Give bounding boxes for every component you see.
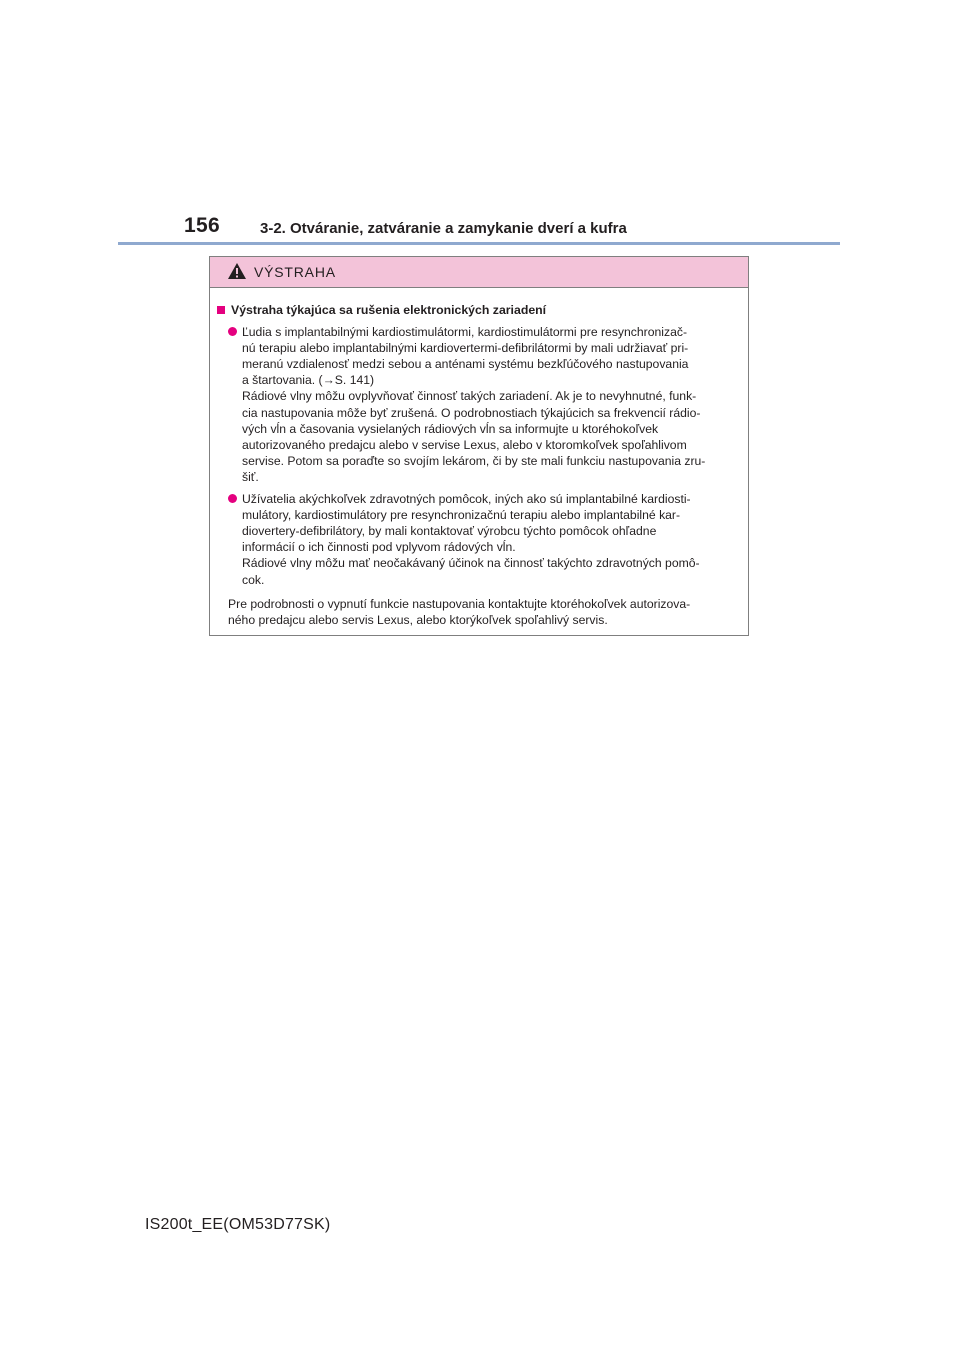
- bullet-text: [242, 324, 740, 485]
- warning-subheading-text: Výstraha týkajúca sa rušenia elektronických zariadení: [231, 303, 547, 317]
- warning-note: [228, 596, 740, 628]
- text-line: mulátory, kardiostimulátory pre resynchronizačnú terapiu alebo implantabilné kar-: [242, 508, 681, 523]
- text-line: cia nastupovania môže byť zrušená. O podrobnostiach týkajúcich sa frekvencií rádio-: [242, 405, 701, 420]
- page-number: 156: [184, 214, 220, 237]
- warning-body: [210, 288, 748, 628]
- circle-bullet-icon: [228, 494, 237, 503]
- text-line: nú terapiu alebo implantabilnými kardiovertermi-defibrilátormi by mali udržiavať pri-: [242, 341, 689, 356]
- text-line: cok.: [242, 572, 265, 587]
- model-code: IS200t_EE(OM53D77SK): [145, 1216, 331, 1233]
- warning-triangle-icon: [227, 262, 247, 280]
- page-header: [0, 0, 960, 250]
- text-line: vých vĺn a časovania vysielaných rádiových vĺn sa informujte u ktoréhokoľvek: [242, 421, 659, 436]
- text-line: šiť.: [242, 469, 259, 484]
- section-title: 3-2. Otváranie, zatváranie a zamykanie dverí a kufra: [260, 220, 627, 237]
- text-line: Rádiové vlny môžu ovplyvňovať činnosť takých zariadení. Ak je to nevyhnutné, funk-: [242, 389, 697, 404]
- header-rule: [118, 242, 840, 245]
- text-line: a štartovania. (→S. 141): [242, 373, 375, 388]
- text-line: meranú vzdialenosť medzi sebou a anténami systému bezkľúčového nastupovania: [242, 357, 689, 372]
- circle-bullet-icon: [228, 327, 237, 336]
- text-line: autorizovaného predajcu alebo v servise Lexus, alebo v ktoromkoľvek spoľahlivom: [242, 437, 687, 452]
- warning-bullet-implants: [228, 324, 740, 485]
- text-line: servise. Potom sa poraďte so svojím lekárom, či by ste mali funkciu nastupovania zru-: [242, 453, 706, 468]
- square-bullet-icon: [217, 306, 225, 314]
- text-line: ného predajcu alebo servis Lexus, alebo ktorýkoľvek spoľahlivý servis.: [228, 612, 608, 627]
- bullet-text: [242, 491, 740, 588]
- warning-box: [209, 256, 749, 636]
- warning-title: VÝSTRAHA: [254, 264, 336, 280]
- text-line: diovertery-defibrilátory, by mali kontaktovať výrobcu týchto pomôcok ohľadne: [242, 524, 657, 539]
- text-line: Pre podrobnosti o vypnutí funkcie nastupovania kontaktujte ktoréhokoľvek autorizova-: [228, 596, 691, 611]
- text-line: Rádiové vlny môžu mať neočakávaný účinok na činnosť takýchto zdravotných pomô-: [242, 556, 700, 571]
- warning-header: [210, 257, 748, 288]
- warning-subheading: [217, 302, 740, 318]
- warning-bullet-medical-devices: [228, 491, 740, 588]
- text-line: Užívatelia akýchkoľvek zdravotných pomôcok, iných ako sú implantabilné kardiosti-: [242, 492, 691, 507]
- text-line: informácií o ich činnosti pod vplyvom rádových vĺn.: [242, 540, 516, 555]
- text-line: Ľudia s implantabilnými kardiostimulátormi, kardiostimulátormi pre resynchronizač-: [242, 325, 688, 340]
